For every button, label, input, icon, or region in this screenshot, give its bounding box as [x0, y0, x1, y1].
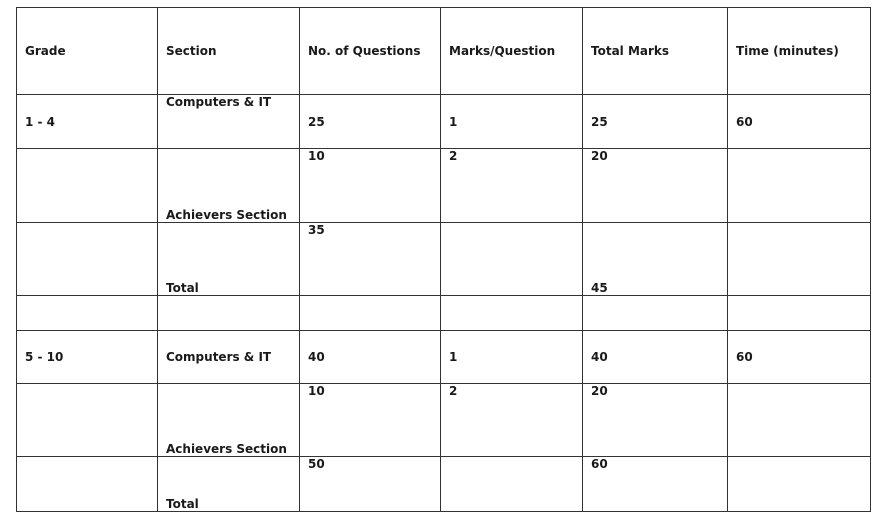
- cell-time-minutes: 60: [728, 331, 871, 384]
- table-row: [17, 95, 871, 149]
- cell-grade: [17, 457, 158, 512]
- cell-total-marks: 60: [583, 457, 728, 512]
- table-row: [17, 331, 871, 384]
- header-grade: Grade: [17, 8, 158, 95]
- cell-total-marks: 20: [583, 384, 728, 457]
- cell-grade: 1 - 4: [17, 95, 158, 149]
- cell-grade: [17, 384, 158, 457]
- cell-no-of-questions: [300, 296, 441, 331]
- cell-total-marks: 40: [583, 331, 728, 384]
- cell-grade: [17, 296, 158, 331]
- exam-pattern-table: [16, 7, 871, 512]
- table-row: [17, 384, 871, 457]
- cell-time-minutes: [728, 149, 871, 223]
- header-time-minutes: Time (minutes): [728, 8, 871, 95]
- cell-total-marks: 45: [583, 223, 728, 296]
- cell-section: Achievers Section: [158, 149, 300, 223]
- cell-no-of-questions: 25: [300, 95, 441, 149]
- header-no-of-questions: No. of Questions: [300, 8, 441, 95]
- cell-marks-per-question: [441, 296, 583, 331]
- cell-time-minutes: [728, 384, 871, 457]
- cell-marks-per-question: 2: [441, 149, 583, 223]
- cell-no-of-questions: 40: [300, 331, 441, 384]
- header-marks-per-question: Marks/Question: [441, 8, 583, 95]
- table-row-spacer: [17, 296, 871, 331]
- table-row: [17, 457, 871, 512]
- cell-grade: [17, 149, 158, 223]
- cell-marks-per-question: [441, 223, 583, 296]
- cell-total-marks: 20: [583, 149, 728, 223]
- cell-section: Total: [158, 457, 300, 512]
- header-total-marks: Total Marks: [583, 8, 728, 95]
- cell-total-marks: 25: [583, 95, 728, 149]
- cell-no-of-questions: 10: [300, 384, 441, 457]
- cell-marks-per-question: 1: [441, 95, 583, 149]
- cell-marks-per-question: 2: [441, 384, 583, 457]
- cell-time-minutes: [728, 296, 871, 331]
- cell-marks-per-question: 1: [441, 331, 583, 384]
- table-row: [17, 223, 871, 296]
- table-header-row: [17, 8, 871, 95]
- cell-section: Achievers Section: [158, 384, 300, 457]
- cell-time-minutes: [728, 457, 871, 512]
- cell-no-of-questions: 50: [300, 457, 441, 512]
- cell-grade: [17, 223, 158, 296]
- cell-time-minutes: [728, 223, 871, 296]
- cell-time-minutes: 60: [728, 95, 871, 149]
- cell-no-of-questions: 35: [300, 223, 441, 296]
- table-row: [17, 149, 871, 223]
- cell-no-of-questions: 10: [300, 149, 441, 223]
- cell-section: [158, 296, 300, 331]
- cell-total-marks: [583, 296, 728, 331]
- cell-section: Computers & IT: [158, 331, 300, 384]
- cell-marks-per-question: [441, 457, 583, 512]
- cell-section: Computers & IT: [158, 95, 300, 149]
- cell-grade: 5 - 10: [17, 331, 158, 384]
- header-section: Section: [158, 8, 300, 95]
- cell-section: Total: [158, 223, 300, 296]
